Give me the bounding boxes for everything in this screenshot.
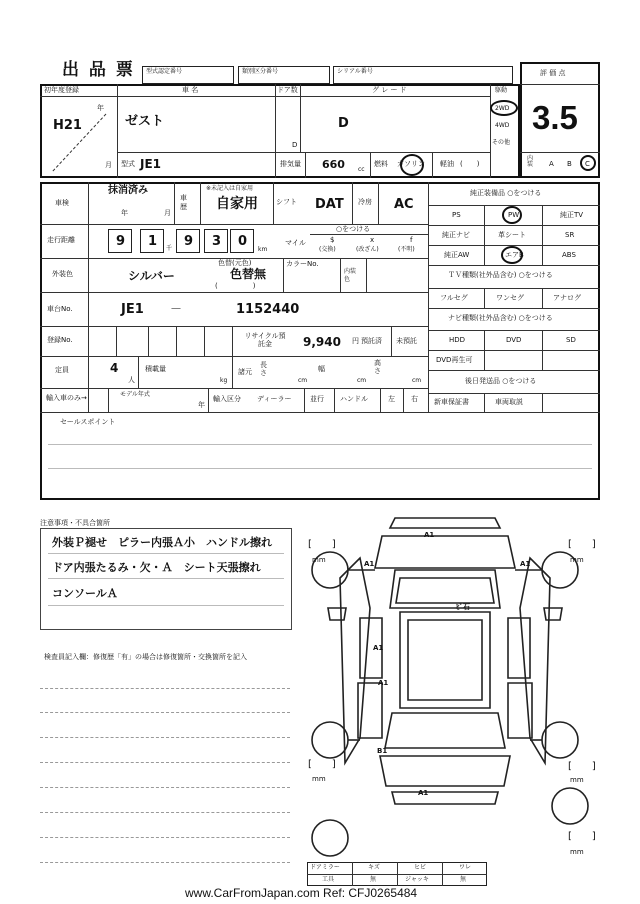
genuine-title: 純正装備品 ○をつける	[470, 189, 542, 197]
tire-bracket-fl: [ ]	[308, 539, 336, 550]
legend-tools-value: 無	[370, 876, 377, 883]
rating-label: 評 価 点	[540, 69, 566, 77]
serial-box	[333, 66, 513, 84]
first-reg-slash	[48, 98, 116, 176]
handle-left: 左	[388, 395, 395, 403]
mileage-digit-3: 9	[176, 229, 200, 253]
shift-value: DAT	[315, 197, 344, 212]
interior-grade-b: B	[567, 160, 572, 168]
mileage-label: 走行距離	[47, 236, 75, 244]
interior-label: 内装	[527, 155, 534, 168]
equip-aw: 純正AW	[444, 251, 470, 259]
navi-title: ナビ種類(社外品含む) ○をつける	[448, 314, 553, 322]
legend-header-scratch: キズ	[368, 864, 380, 871]
height-cm: cm	[412, 377, 422, 384]
drive-4wd: 4WD	[495, 122, 510, 129]
tire-bracket-fr: [ ]	[568, 539, 596, 550]
parallel-label: 並行	[310, 395, 324, 403]
load-label: 積載量	[145, 365, 166, 373]
equip-navi: 純正ナビ	[442, 231, 470, 239]
swap-label: (交換)	[319, 246, 336, 253]
height-label: 高さ	[374, 359, 381, 375]
capacity-unit: 人	[128, 376, 135, 384]
equip-airbag: エアB	[505, 251, 524, 259]
equip-airbag-circle	[501, 246, 523, 264]
drive-label: 駆動	[495, 87, 508, 94]
legend-tools: 工具	[322, 876, 335, 883]
fuel-paren: ( )	[460, 160, 480, 168]
capacity-label: 定員	[55, 366, 69, 374]
legend-header-crack: ヒビ	[414, 864, 427, 871]
equip-pw: PW	[508, 211, 520, 219]
tamper-label: (改ざん)	[356, 246, 379, 253]
inspection-month-label: 月	[164, 209, 171, 217]
capacity-value: 4	[110, 361, 119, 375]
page-title: 出 品 票	[62, 60, 135, 80]
km-label: km	[258, 246, 268, 253]
category-box	[238, 66, 330, 84]
doors-label: ドア数	[277, 86, 298, 94]
mark-left-fender: A1	[364, 560, 375, 568]
tire-bracket-rr: [ ]	[568, 761, 596, 772]
inspection-value: 抹消済み	[108, 185, 148, 196]
interior-color-label: 内装色	[344, 268, 357, 283]
fuel-gas: ガソリン	[397, 160, 425, 168]
ac-label: 冷房	[358, 198, 372, 206]
displacement-label: 排気量	[280, 160, 301, 168]
circle-note-label: ○をつける	[336, 225, 371, 233]
chassis-prefix: JE1	[121, 302, 144, 317]
tv-title: ＴＶ種類(社外品含む) ○をつける	[448, 271, 553, 279]
navi-sd: SD	[566, 336, 576, 344]
doors-value: D	[292, 141, 298, 149]
repaint-label: 色替(元色)	[218, 259, 252, 267]
load-unit: kg	[220, 377, 228, 384]
width-label: 幅	[318, 365, 325, 373]
legend-jack-value: 無	[460, 876, 467, 883]
equip-abs: ABS	[562, 251, 576, 259]
fuel-label: 燃料	[374, 160, 388, 168]
chassis-dash: －	[170, 302, 183, 316]
tire-unit-rr: mm	[570, 776, 584, 784]
rating-value: 3.5	[532, 99, 578, 136]
recycle-unit: 円	[352, 337, 359, 345]
cc-label: cc	[358, 166, 365, 173]
recycle-label: リサイクル預託金	[244, 332, 286, 349]
after-manual: 車両取説	[495, 398, 523, 406]
tv-analog: アナログ	[553, 294, 581, 302]
history-label: 車歴	[180, 194, 187, 212]
notes-line-2: ドア内張たるみ・欠・Ａ シート天張擦れ	[52, 561, 261, 574]
interior-grade-a: A	[549, 160, 554, 168]
length-cm: cm	[298, 377, 308, 384]
mark-left-quarter: B1	[377, 747, 388, 755]
navi-dvd: DVD	[506, 336, 522, 344]
tamper-symbol: x	[370, 236, 375, 244]
tv-oneseg: ワンセグ	[496, 294, 524, 302]
color-no-label: カラーNo.	[286, 260, 319, 268]
ac-value: AC	[394, 197, 414, 212]
fuel-gas-circle	[400, 154, 424, 176]
import-class-label: 輸入区分	[213, 395, 241, 403]
dims-label: 諸元	[238, 368, 252, 376]
mile-label: マイル	[285, 239, 306, 247]
tire-bracket-spare: [ ]	[568, 831, 596, 842]
car-name-label: 車 名	[182, 86, 199, 94]
mileage-digit-5: 0	[230, 229, 254, 253]
interior-grade-c: C	[585, 160, 590, 168]
first-reg-label: 初年度登録	[44, 86, 79, 94]
shift-label: シフト	[276, 198, 297, 206]
tire-unit-spare: mm	[570, 848, 584, 856]
unknown-symbol: f	[410, 236, 413, 244]
equip-leather: 革シート	[498, 231, 526, 239]
recycle-deposited: 預託済	[361, 337, 382, 345]
type-cert-box	[142, 66, 234, 84]
legend-jack: ジャッキ	[405, 876, 429, 883]
type-cert-label: 型式認定番号	[146, 68, 183, 75]
reg-no-label: 登録No.	[47, 336, 73, 344]
serial-label: シリアル番号	[337, 68, 373, 75]
mileage-digit-2: 1	[140, 229, 164, 253]
history-value: 自家用	[216, 196, 258, 212]
mark-rear-bumper: A1	[418, 789, 429, 797]
equip-pw-circle	[502, 206, 522, 224]
import-label: 輸入車のみ→	[46, 394, 87, 402]
inspection-label: 車検	[55, 199, 69, 207]
handle-right: 右	[411, 395, 418, 403]
model-value: JE1	[140, 157, 162, 171]
first-reg-value: H21	[53, 118, 82, 133]
handle-label: ハンドル	[340, 395, 368, 403]
mark-left-front-door: A1	[373, 644, 384, 652]
grade-label: グ レ ー ド	[372, 86, 407, 94]
mark-windshield: ﾋﾟ石	[456, 603, 470, 611]
navi-hdd: HDD	[449, 336, 466, 344]
equip-tv: 純正TV	[560, 211, 584, 219]
notes-title: 注意事項・不具合箇所	[40, 519, 110, 527]
tire-unit-fl: mm	[312, 556, 326, 564]
unknown-label: (不明)	[398, 246, 415, 253]
legend-header-break: ワレ	[459, 864, 472, 871]
drive-2wd: 2WD	[495, 105, 510, 112]
sales-points-label: セールスポイント	[60, 418, 116, 426]
first-reg-year-label: 年	[97, 104, 104, 112]
recycle-not: 未預託	[396, 337, 417, 345]
displacement-value: 660	[322, 158, 345, 171]
notes-line-3: コンソールＡ	[52, 587, 118, 600]
drive-2wd-circle	[490, 100, 518, 116]
car-name-value: ゼスト	[125, 114, 165, 129]
tv-fullseg: フルセグ	[440, 294, 468, 302]
tire-unit-fr: mm	[570, 556, 584, 564]
legend-header-mirror: ドアミラー	[310, 864, 340, 871]
interior-grade-c-circle	[580, 155, 596, 171]
width-cm: cm	[357, 377, 367, 384]
equip-sr: SR	[565, 231, 575, 239]
chassis-label: 車台No.	[47, 305, 73, 313]
import-year-label: 年	[198, 401, 205, 409]
first-reg-month-label: 月	[105, 161, 112, 169]
history-note: ※未記入は自家用	[206, 185, 254, 192]
navi-dvd-play: DVD再生可	[436, 356, 473, 364]
after-title: 後日発送品 ○をつける	[465, 377, 537, 385]
color-label: 外装色	[52, 270, 73, 278]
swap-symbol: $	[330, 236, 335, 244]
equip-ps: PS	[452, 211, 461, 219]
model-label: 型式	[121, 160, 135, 168]
model-year-label: モデル年式	[120, 391, 150, 398]
color-value: シルバー	[128, 269, 175, 283]
dealer-label: ディーラー	[257, 395, 292, 403]
mark-left-rear-door: A1	[378, 679, 389, 687]
tire-bracket-rl: [ ]	[308, 759, 336, 770]
mark-right-fender: A1	[520, 560, 531, 568]
car-damage-diagram	[300, 508, 600, 868]
category-label: 類別区分番号	[242, 68, 279, 75]
recycle-value: 9,940	[303, 335, 341, 349]
chassis-number: 1152440	[236, 302, 300, 317]
drive-other: その他	[492, 139, 511, 146]
mark-front-bumper: A1	[424, 531, 435, 539]
length-label: 長さ	[260, 361, 267, 377]
grade-value: D	[338, 116, 349, 131]
mileage-digit-4: 3	[204, 229, 228, 253]
repaint-value: 色替無	[230, 267, 267, 281]
repaint-paren: ( )	[215, 282, 256, 290]
inspector-label: 検査員記入欄：修復歴「有」の場合は修復箇所・交換箇所を記入	[44, 653, 247, 661]
tire-unit-rl: mm	[312, 775, 326, 783]
thousand-label: 千	[166, 245, 173, 252]
watermark-text: www.CarFromJapan.com Ref: CFJ0265484	[185, 886, 418, 900]
after-warranty: 新車保証書	[434, 398, 469, 406]
notes-line-1: 外装Ｐ褪せ ピラー内張Ａ小 ハンドル擦れ	[52, 536, 272, 549]
inspection-year-label: 年	[121, 209, 128, 217]
fuel-diesel: 軽油	[440, 160, 454, 168]
mileage-digit-1: 9	[108, 229, 132, 253]
